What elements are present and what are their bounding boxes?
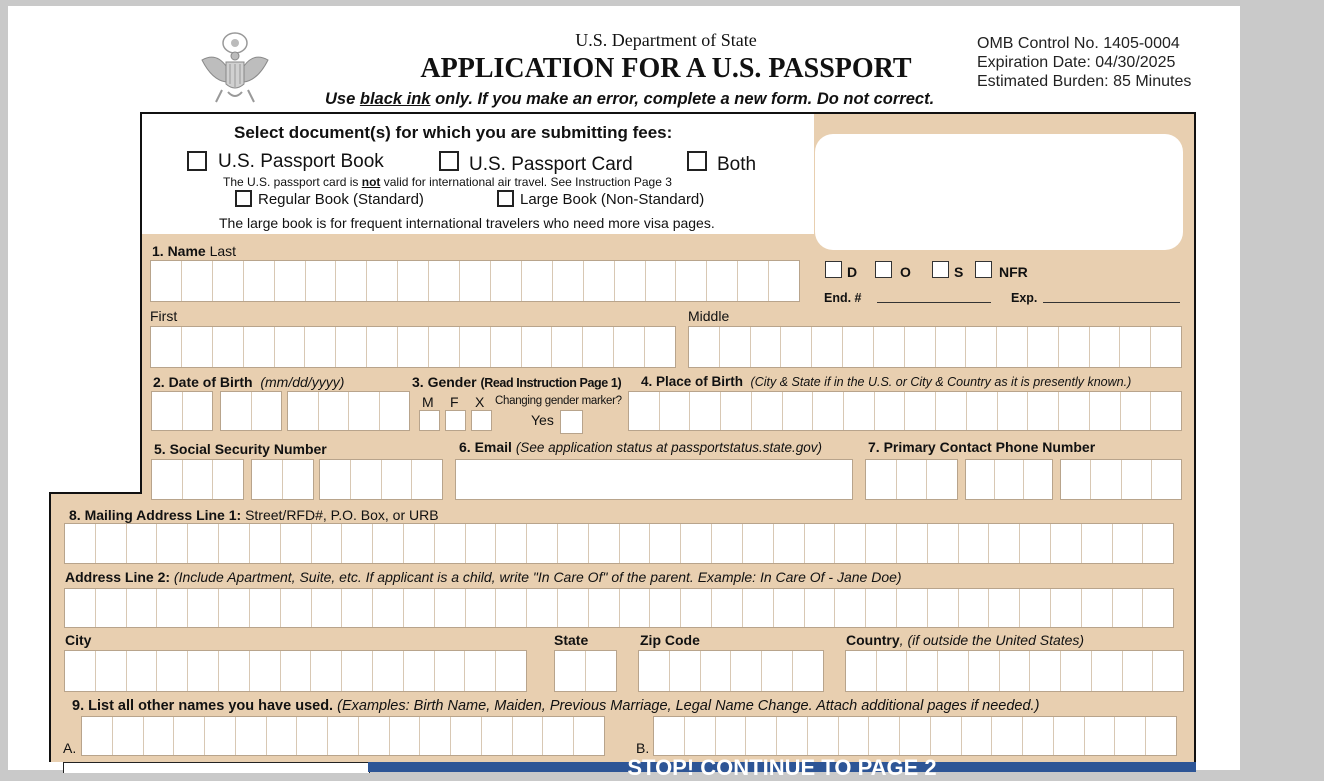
ssn-part1-input[interactable] xyxy=(151,459,244,500)
mailing-address-line2-input[interactable] xyxy=(64,588,1174,628)
state-label: State xyxy=(554,632,589,648)
stop-banner-text: STOP! CONTINUE TO PAGE 2 xyxy=(627,755,937,780)
ink-instruction-pre: Use xyxy=(325,90,360,108)
office-o-label: O xyxy=(900,264,911,280)
gender-title: 3. Gender xyxy=(412,374,477,390)
passport-card-label: U.S. Passport Card xyxy=(469,154,633,175)
dob-month-input[interactable] xyxy=(151,391,213,431)
country-note: , (if outside the United States) xyxy=(899,632,1085,648)
place-of-birth-label xyxy=(641,374,1131,389)
ssn-part3-input[interactable] xyxy=(319,459,443,500)
passport-book-checkbox[interactable] xyxy=(187,151,207,171)
phone-line-input[interactable] xyxy=(1060,459,1182,500)
endorsement-line[interactable] xyxy=(877,302,991,303)
office-d-checkbox[interactable] xyxy=(825,261,842,278)
name-last-label: Last xyxy=(209,243,237,259)
passport-card-checkbox[interactable] xyxy=(439,151,459,171)
gender-label xyxy=(412,374,621,390)
state-input[interactable] xyxy=(554,650,617,692)
address-line2-label xyxy=(65,569,902,585)
other-names-note: (Examples: Birth Name, Maiden, Previous Marriage, Legal Name Change. Attach additional pages if needed.) xyxy=(337,698,1040,714)
gender-x-label: X xyxy=(475,394,485,410)
mailing-note: Street/RFD#, P.O. Box, or URB xyxy=(245,507,439,523)
footer-left-box xyxy=(63,762,370,773)
passport-book-label: U.S. Passport Book xyxy=(218,151,384,172)
gender-m-label: M xyxy=(422,394,434,410)
ink-instruction-emphasis: black ink xyxy=(359,90,431,108)
fees-panel-gap xyxy=(806,114,814,234)
name-label xyxy=(152,243,236,259)
office-nfr-label: NFR xyxy=(999,264,1028,280)
gender-f-label: F xyxy=(450,394,459,410)
gender-m-box[interactable] xyxy=(419,410,440,431)
department-name: U.S. Department of State xyxy=(575,30,757,50)
email-title: 6. Email xyxy=(459,439,512,455)
form-title: APPLICATION FOR A U.S. PASSPORT xyxy=(420,53,912,84)
mailing-address-label xyxy=(69,507,439,523)
large-book-checkbox[interactable] xyxy=(497,190,514,207)
gender-note: (Read Instruction Page 1) xyxy=(480,376,622,390)
yes-label: Yes xyxy=(531,412,554,428)
first-name-label: First xyxy=(150,308,178,324)
zip-input[interactable] xyxy=(638,650,824,692)
dob-format: (mm/dd/yyyy) xyxy=(260,374,345,390)
dob-year-input[interactable] xyxy=(287,391,410,431)
city-input[interactable] xyxy=(64,650,527,692)
regular-book-label: Regular Book (Standard) xyxy=(258,191,424,208)
country-input[interactable] xyxy=(845,650,1184,692)
card-note-not: not xyxy=(361,175,381,189)
dob-title: 2. Date of Birth xyxy=(153,374,253,390)
endorsement-label: End. # xyxy=(824,291,862,305)
other-names-label xyxy=(72,698,1039,714)
ssn-label: 5. Social Security Number xyxy=(154,441,327,457)
country-label xyxy=(846,632,1084,648)
middle-name-input[interactable] xyxy=(688,326,1182,368)
omb-control-number: OMB Control No. 1405-0004 xyxy=(977,35,1180,52)
mailing-address-line1-input[interactable] xyxy=(64,523,1174,564)
gender-change-yes-box[interactable] xyxy=(560,410,583,434)
gender-f-box[interactable] xyxy=(445,410,466,431)
expiration-line[interactable] xyxy=(1043,302,1180,303)
large-book-label: Large Book (Non-Standard) xyxy=(520,191,705,208)
card-note-post: valid for international air travel. See Instruction Page 3 xyxy=(380,175,672,189)
changing-marker-label: Changing gender marker? xyxy=(495,395,622,407)
office-d-label: D xyxy=(847,264,858,280)
phone-prefix-input[interactable] xyxy=(965,459,1053,500)
middle-name-label: Middle xyxy=(688,308,730,324)
stop-banner xyxy=(368,755,1196,780)
first-name-input[interactable] xyxy=(150,326,676,368)
estimated-burden: Estimated Burden: 85 Minutes xyxy=(977,73,1192,90)
office-s-label: S xyxy=(954,264,964,280)
email-label xyxy=(459,439,822,455)
card-note-pre: The U.S. passport card is xyxy=(223,175,362,189)
gender-x-box[interactable] xyxy=(471,410,492,431)
omb-info xyxy=(977,34,1191,91)
pob-title: 4. Place of Birth xyxy=(641,374,744,389)
phone-area-input[interactable] xyxy=(865,459,958,500)
expiration-label: Exp. xyxy=(1011,291,1038,305)
ssn-part2-input[interactable] xyxy=(251,459,314,500)
both-label: Both xyxy=(717,154,757,175)
ink-instruction xyxy=(325,90,934,109)
regular-book-checkbox[interactable] xyxy=(235,190,252,207)
fees-heading: Select document(s) for which you are submitting fees: xyxy=(234,123,673,142)
dob-label xyxy=(153,374,344,390)
other-name-a-input[interactable] xyxy=(81,716,605,756)
card-travel-note xyxy=(223,175,672,189)
passport-application-form xyxy=(8,6,1240,780)
other-name-b-label: B. xyxy=(636,740,650,756)
email-note: (See application status at passportstatus.state.gov) xyxy=(515,440,822,455)
zip-label: Zip Code xyxy=(640,632,700,648)
other-names-title: 9. List all other names you have used. xyxy=(72,698,334,714)
other-name-a-label: A. xyxy=(63,740,77,756)
country-title: Country xyxy=(846,632,900,648)
place-of-birth-input[interactable] xyxy=(628,391,1182,431)
photo-box xyxy=(815,134,1183,250)
office-o-checkbox[interactable] xyxy=(875,261,892,278)
addr2-title: Address Line 2: xyxy=(65,569,171,585)
both-checkbox[interactable] xyxy=(687,151,707,171)
city-label: City xyxy=(65,632,92,648)
other-name-b-input[interactable] xyxy=(653,716,1177,756)
addr2-note: (Include Apartment, Suite, etc. If applicant is a child, write "In Care Of" of the parent. Example: In Care Of - Jane Doe) xyxy=(173,569,902,585)
last-name-input[interactable] xyxy=(150,260,800,302)
office-nfr-checkbox[interactable] xyxy=(975,261,992,278)
phone-label: 7. Primary Contact Phone Number xyxy=(868,439,1096,455)
expiration-date: Expiration Date: 04/30/2025 xyxy=(977,54,1176,71)
email-input[interactable] xyxy=(455,459,853,500)
ink-instruction-post: only. If you make an error, complete a new form. Do not correct. xyxy=(430,90,935,108)
pob-note: (City & State if in the U.S. or City & Country as it is presently known.) xyxy=(750,375,1132,389)
office-s-checkbox[interactable] xyxy=(932,261,949,278)
mailing-title: 8. Mailing Address Line 1: xyxy=(69,507,242,523)
dob-day-input[interactable] xyxy=(220,391,282,431)
large-book-note: The large book is for frequent international travelers who need more visa pages. xyxy=(219,215,715,231)
name-number: 1. Name xyxy=(152,243,206,259)
